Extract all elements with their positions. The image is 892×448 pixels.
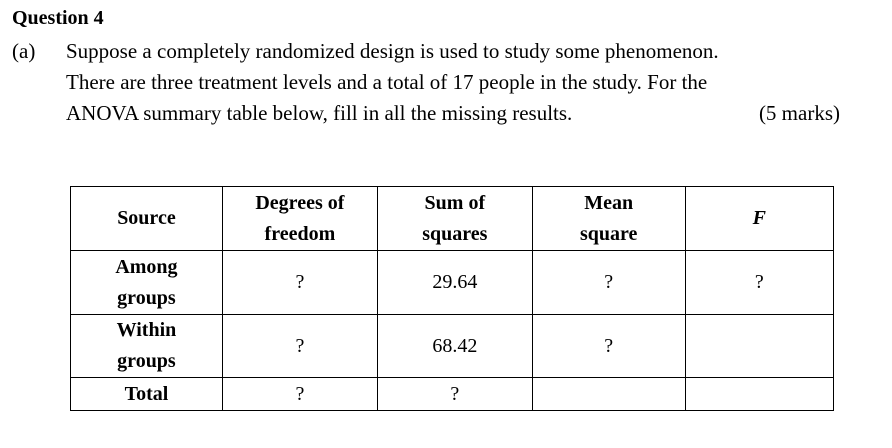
question-text-line-2: There are three treatment levels and a total of 17 people in the study. For the — [66, 70, 708, 94]
anova-summary-table — [70, 186, 834, 411]
question-title: Question 4 — [12, 7, 104, 29]
question-text — [66, 36, 840, 129]
cell-f-total — [685, 378, 833, 411]
cell-ss-total: ? — [377, 378, 532, 411]
table-header-row — [71, 187, 834, 251]
cell-source-among-groups: Among groups — [71, 251, 223, 315]
cell-f-within-groups — [685, 315, 833, 378]
header-f: F — [685, 187, 833, 251]
question-text-line-1: Suppose a completely randomized design is used to study some phenomenon. — [66, 39, 719, 63]
header-degrees-of-freedom: Degrees of freedom — [222, 187, 377, 251]
cell-ss-within-groups: 68.42 — [377, 315, 532, 378]
cell-ms-among-groups: ? — [532, 251, 685, 315]
part-label: (a) — [12, 39, 36, 63]
marks-label: (5 marks) — [758, 101, 840, 125]
table-row-within-groups — [71, 315, 834, 378]
header-source: Source — [71, 187, 223, 251]
table-row-total — [71, 378, 834, 411]
cell-source-within-groups: Within groups — [71, 315, 223, 378]
cell-ms-within-groups: ? — [532, 315, 685, 378]
cell-f-among-groups: ? — [685, 251, 833, 315]
header-mean-square: Mean square — [532, 187, 685, 251]
question-text-line-3 — [66, 98, 840, 129]
header-sum-of-squares: Sum of squares — [377, 187, 532, 251]
cell-ms-total — [532, 378, 685, 411]
cell-df-among-groups: ? — [222, 251, 377, 315]
cell-df-total: ? — [222, 378, 377, 411]
cell-source-total: Total — [71, 378, 223, 411]
question-text-line-3-body: ANOVA summary table below, fill in all the missing results. — [66, 101, 573, 125]
table-row-among-groups — [71, 251, 834, 315]
cell-df-within-groups: ? — [222, 315, 377, 378]
cell-ss-among-groups: 29.64 — [377, 251, 532, 315]
